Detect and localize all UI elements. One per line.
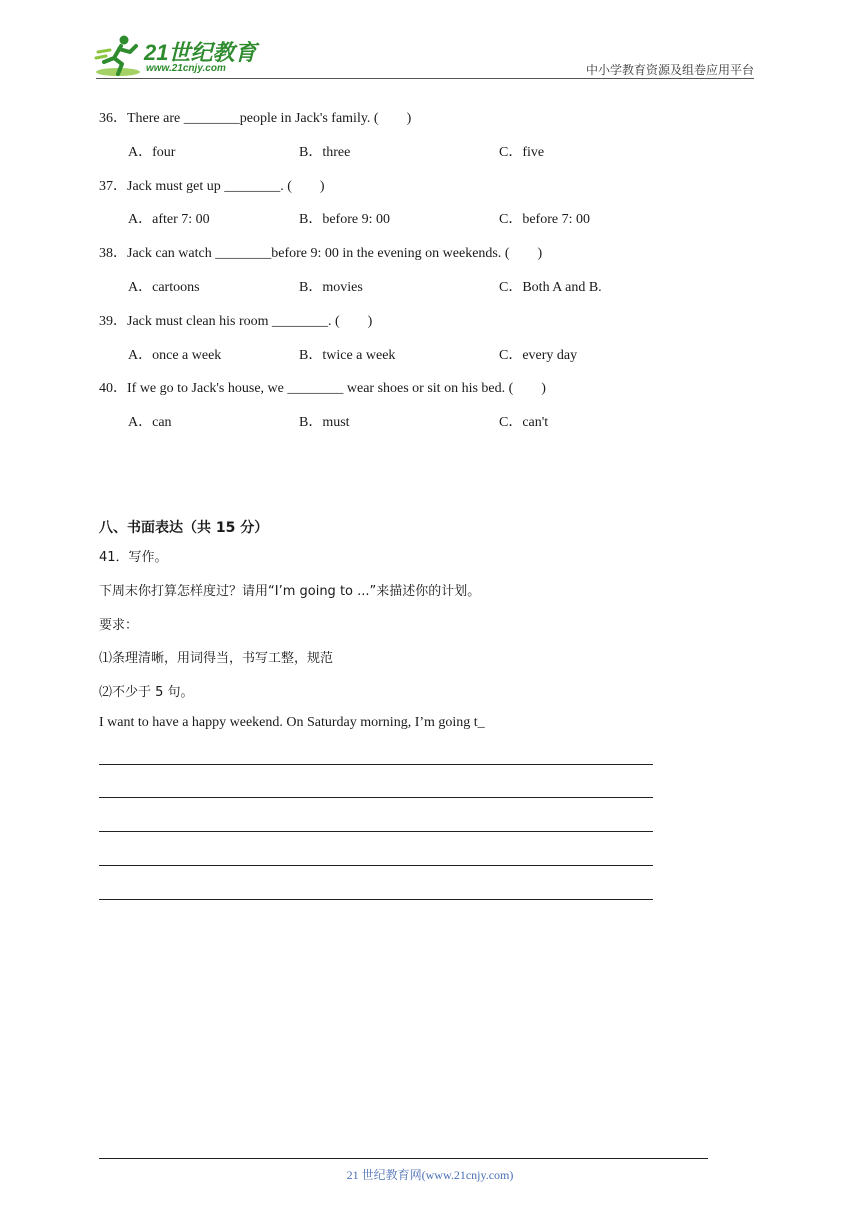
requirements-label: 要求： bbox=[99, 618, 139, 633]
option-40-a: A．can bbox=[128, 415, 172, 430]
writing-line[interactable] bbox=[99, 865, 653, 866]
writing-line[interactable] bbox=[99, 831, 653, 832]
option-36-c: C．five bbox=[499, 145, 545, 160]
page-header bbox=[0, 0, 860, 80]
option-36-b: B．three bbox=[299, 145, 351, 160]
option-37-c: C．before 7: 00 bbox=[499, 212, 590, 227]
requirement-2: ⑵不少于 5 句。 bbox=[99, 685, 194, 700]
question-40 bbox=[99, 377, 546, 397]
writing-line[interactable] bbox=[99, 764, 653, 765]
option-37-a: A．after 7: 00 bbox=[128, 212, 210, 227]
question-number: 39． bbox=[99, 314, 127, 329]
question-text: Jack must clean his room ________. ( ) bbox=[127, 314, 373, 329]
header-divider bbox=[96, 78, 754, 79]
writing-starter: I want to have a happy weekend. On Saturday morning, I’m going t_ bbox=[99, 715, 485, 730]
option-38-b: B．movies bbox=[299, 280, 363, 295]
option-37-b: B．before 9: 00 bbox=[299, 212, 390, 227]
writing-line[interactable] bbox=[99, 797, 653, 798]
question-number: 40． bbox=[99, 381, 127, 396]
question-number: 38． bbox=[99, 246, 127, 261]
question-text: If we go to Jack's house, we ________ wear shoes or sit on his bed. ( ) bbox=[127, 381, 546, 396]
question-text: There are ________people in Jack's family. ( ) bbox=[127, 111, 412, 126]
question-number: 37． bbox=[99, 179, 127, 194]
question-text: Jack can watch ________before 9: 00 in the evening on weekends. ( ) bbox=[127, 246, 543, 261]
option-36-a: A．four bbox=[128, 145, 176, 160]
question-36 bbox=[99, 107, 411, 127]
option-39-c: C．every day bbox=[499, 348, 578, 363]
writing-line[interactable] bbox=[99, 899, 653, 900]
option-39-b: B．twice a week bbox=[299, 348, 396, 363]
requirement-1: ⑴条理清晰，用词得当，书写工整，规范 bbox=[99, 651, 334, 666]
question-37 bbox=[99, 175, 325, 195]
option-38-c: C．Both A and B. bbox=[499, 280, 602, 295]
option-40-c: C．can't bbox=[499, 415, 549, 430]
question-text: Jack must get up ________. ( ) bbox=[127, 179, 325, 194]
question-38 bbox=[99, 242, 542, 262]
footer-link[interactable]: 21 世纪教育网(www.21cnjy.com) bbox=[346, 1168, 514, 1182]
option-39-a: A．once a week bbox=[128, 348, 222, 363]
footer-divider bbox=[99, 1158, 708, 1159]
header-platform-text: 中小学教育资源及组卷应用平台 bbox=[585, 63, 754, 77]
option-38-a: A．cartoons bbox=[128, 280, 200, 295]
writing-prompt: 下周末你打算怎样度过？请用“I’m going to ...”来描述你的计划。 bbox=[99, 584, 481, 599]
logo-title: 21世纪教育 bbox=[144, 40, 257, 65]
logo-url: www.21cnjy.com bbox=[146, 63, 226, 74]
section-title: 八、书面表达（共 15 分） bbox=[99, 520, 269, 536]
question-39 bbox=[99, 310, 372, 330]
option-40-b: B．must bbox=[299, 415, 350, 430]
question-41-label: 41．写作。 bbox=[99, 550, 168, 565]
question-number: 36． bbox=[99, 111, 127, 126]
